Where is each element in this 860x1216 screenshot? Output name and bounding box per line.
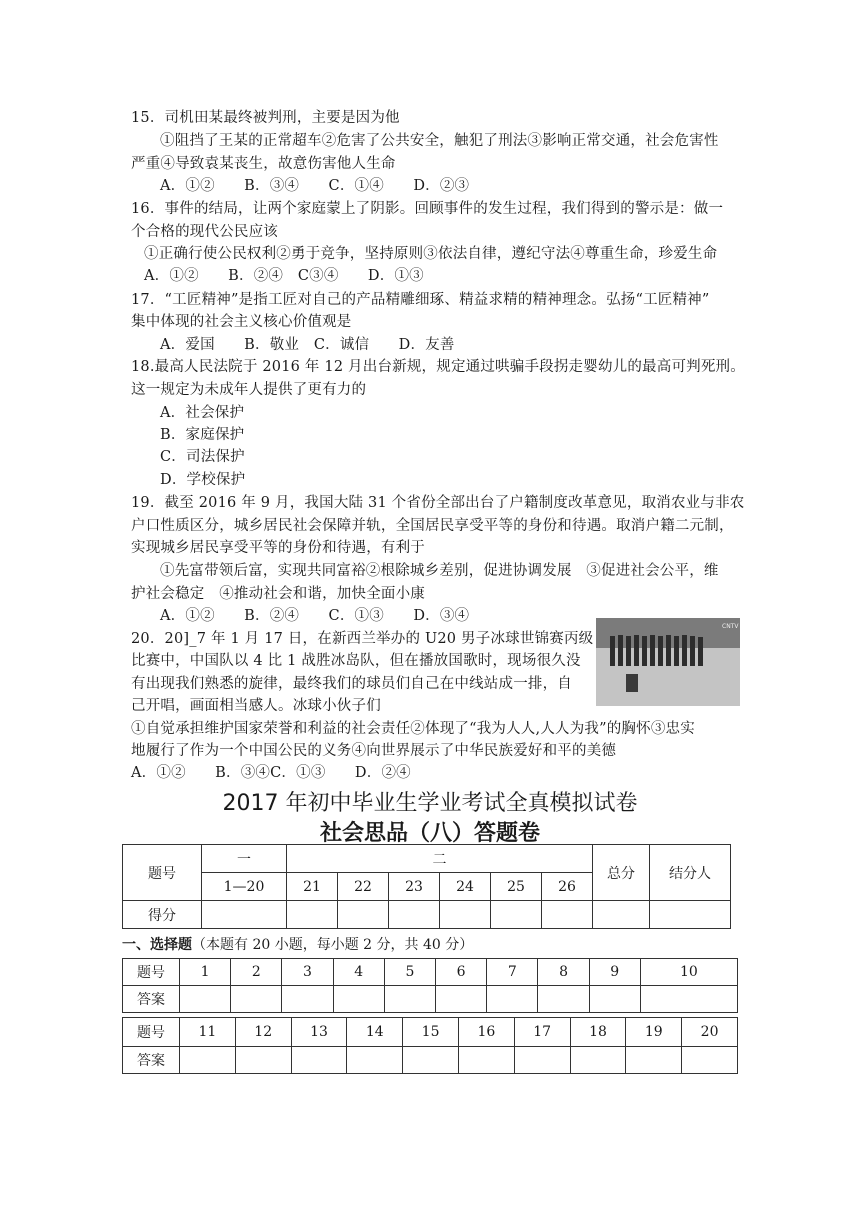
section-note: （本题有 20 小题，每小题 2 分，共 40 分）	[192, 937, 474, 953]
q16-stem-cont: 个合格的现代公民应该	[131, 224, 278, 240]
q18-option-d: D．学校保护	[160, 472, 246, 488]
q15-statements: ①阻挡了王某的正常超车②危害了公共安全，触犯了刑法③影响正常交通，社会危害性	[160, 133, 719, 149]
score-cell[interactable]	[287, 901, 338, 929]
answer-number: 4	[333, 959, 384, 986]
answer-cell[interactable]	[291, 1047, 347, 1074]
answer-cell[interactable]	[626, 1047, 682, 1074]
answer-cell[interactable]	[347, 1047, 403, 1074]
answer-cell[interactable]	[403, 1047, 459, 1074]
score-col: 24	[440, 873, 491, 901]
score-header-part1: 一	[202, 845, 287, 873]
answer-number: 15	[403, 1018, 459, 1047]
score-col: 23	[389, 873, 440, 901]
answer-number: 6	[436, 959, 487, 986]
answer-number: 11	[180, 1018, 236, 1047]
answer-row-label: 题号	[123, 1018, 180, 1047]
section-title: 一、选择题	[122, 937, 192, 953]
answer-cell[interactable]	[333, 986, 384, 1013]
q19-statements: ①先富带领后富，实现共同富裕②根除城乡差别，促进协调发展 ③促进社会公平，维	[160, 563, 719, 579]
q18-stem-cont: 这一规定为未成年人提供了更有力的	[131, 382, 367, 398]
answer-cell[interactable]	[487, 986, 538, 1013]
score-table	[122, 844, 731, 929]
answer-row-label: 答案	[123, 1047, 180, 1074]
answer-number: 19	[626, 1018, 682, 1047]
score-col-range: 1—20	[202, 873, 287, 901]
score-col: 26	[542, 873, 593, 901]
answer-number: 2	[231, 959, 282, 986]
score-cell[interactable]	[650, 901, 731, 929]
score-cell[interactable]	[338, 901, 389, 929]
score-header-tihao: 题号	[123, 845, 202, 901]
answer-number: 1	[180, 959, 231, 986]
q16-statements: ①正确行使公民权利②勇于竞争，坚持原则③依法自律，遵纪守法④尊重生命，珍爱生命	[144, 246, 718, 262]
q16-options: A．①② B．②④ C③④ D．①③	[144, 268, 424, 284]
q18-option-b: B．家庭保护	[160, 427, 245, 443]
score-cell[interactable]	[491, 901, 542, 929]
q18-stem: 18.最高人民法院于 2016 年 12 月出台新规，规定通过哄骗手段拐走婴幼儿的最高可判死刑。	[131, 359, 745, 375]
score-header-total: 总分	[593, 845, 650, 901]
q20-statements: ①自觉承担维护国家荣誉和利益的社会责任②体现了“我为人人,人人为我”的胸怀③忠实	[131, 721, 695, 737]
score-cell[interactable]	[542, 901, 593, 929]
answer-cell[interactable]	[640, 986, 737, 1013]
score-cell[interactable]	[440, 901, 491, 929]
answer-number: 3	[282, 959, 333, 986]
score-col: 22	[338, 873, 389, 901]
score-cell[interactable]	[389, 901, 440, 929]
svg-text:CNTV: CNTV	[722, 623, 739, 630]
q20-stem-cont: 比赛中，中国队以 4 比 1 战胜冰岛队，但在播放国歌时，现场很久没	[131, 653, 581, 669]
q20-stem: 20．20]_7 年 1 月 17 日，在新西兰举办的 U20 男子冰球世锦赛丙级	[131, 631, 594, 647]
q19-stem-cont: 户口性质区分，城乡居民社会保障并轨，全国居民享受平等的身份和待遇。取消户籍二元制，	[131, 518, 734, 534]
hockey-team-photo-icon	[596, 618, 740, 706]
answer-number: 16	[458, 1018, 514, 1047]
answer-table-2	[122, 1017, 738, 1074]
answer-cell[interactable]	[538, 986, 589, 1013]
answer-number: 8	[538, 959, 589, 986]
q15-statements-cont: 严重④导致袁某丧生，故意伤害他人生命	[131, 156, 396, 172]
answer-number: 5	[384, 959, 435, 986]
score-row-label: 得分	[123, 901, 202, 929]
score-col: 25	[491, 873, 542, 901]
score-cell[interactable]	[593, 901, 650, 929]
answer-number: 20	[682, 1018, 738, 1047]
answer-cell[interactable]	[180, 986, 231, 1013]
answer-row-label: 答案	[123, 986, 180, 1013]
q15-stem: 15．司机田某最终被判刑，主要是因为他	[131, 110, 400, 126]
answer-number: 7	[487, 959, 538, 986]
answer-cell[interactable]	[436, 986, 487, 1013]
q20-options: A．①② B．③④C．①③ D．②④	[131, 765, 411, 781]
q17-options: A．爱国 B．敬业 C．诚信 D．友善	[160, 337, 455, 353]
answer-number: 14	[347, 1018, 403, 1047]
answer-number: 13	[291, 1018, 347, 1047]
q19-options: A．①② B．②④ C．①③ D．③④	[160, 608, 470, 624]
q18-option-c: C．司法保护	[160, 449, 245, 465]
answer-cell[interactable]	[458, 1047, 514, 1074]
q20-statements-cont: 地履行了作为一个中国公民的义务④向世界展示了中华民族爱好和平的美德	[131, 743, 617, 759]
answer-number: 10	[640, 959, 737, 986]
q17-stem-cont: 集中体现的社会主义核心价值观是	[131, 314, 352, 330]
answer-cell[interactable]	[682, 1047, 738, 1074]
q16-stem: 16．事件的结局，让两个家庭蒙上了阴影。回顾事件的发生过程，我们得到的警示是：做一	[131, 201, 724, 217]
q18-option-a: A．社会保护	[160, 405, 245, 421]
score-header-part2: 二	[287, 845, 593, 873]
answer-table-1	[122, 958, 738, 1013]
score-col: 21	[287, 873, 338, 901]
section-heading	[122, 934, 473, 954]
answer-number: 12	[235, 1018, 291, 1047]
answer-cell[interactable]	[589, 986, 640, 1013]
q20-stem-cont3: 己开唱，画面相当感人。冰球小伙子们	[131, 698, 381, 714]
answer-cell[interactable]	[514, 1047, 570, 1074]
q19-stem-cont2: 实现城乡居民享受平等的身份和待遇，有利于	[131, 540, 425, 556]
hockey-team-photo	[596, 618, 740, 706]
score-cell[interactable]	[202, 901, 287, 929]
answer-cell[interactable]	[282, 986, 333, 1013]
answer-sheet-title: 社会思品（八）答题卷	[319, 821, 540, 846]
q19-statements-cont: 护社会稳定 ④推动社会和谐，加快全面小康	[131, 586, 425, 602]
q19-stem: 19．截至 2016 年 9 月，我国大陆 31 个省份全部出台了户籍制度改革意见，取消农业与非农	[131, 495, 745, 511]
answer-cell[interactable]	[180, 1047, 236, 1074]
q20-stem-cont2: 有出现我们熟悉的旋律，最终我们的球员们自己在中线站成一排，自	[131, 676, 572, 692]
answer-cell[interactable]	[235, 1047, 291, 1074]
exam-title: 2017 年初中毕业生学业考试全真模拟试卷	[222, 791, 638, 816]
answer-number: 18	[570, 1018, 626, 1047]
answer-cell[interactable]	[570, 1047, 626, 1074]
answer-cell[interactable]	[231, 986, 282, 1013]
q15-options: A．①② B．③④ C．①④ D．②③	[160, 178, 470, 194]
score-header-grader: 结分人	[650, 845, 731, 901]
answer-number: 9	[589, 959, 640, 986]
answer-cell[interactable]	[384, 986, 435, 1013]
answer-number: 17	[514, 1018, 570, 1047]
answer-row-label: 题号	[123, 959, 180, 986]
q17-stem: 17．“工匠精神”是指工匠对自己的产品精雕细琢、精益求精的精神理念。弘扬“工匠精神”	[131, 292, 710, 308]
